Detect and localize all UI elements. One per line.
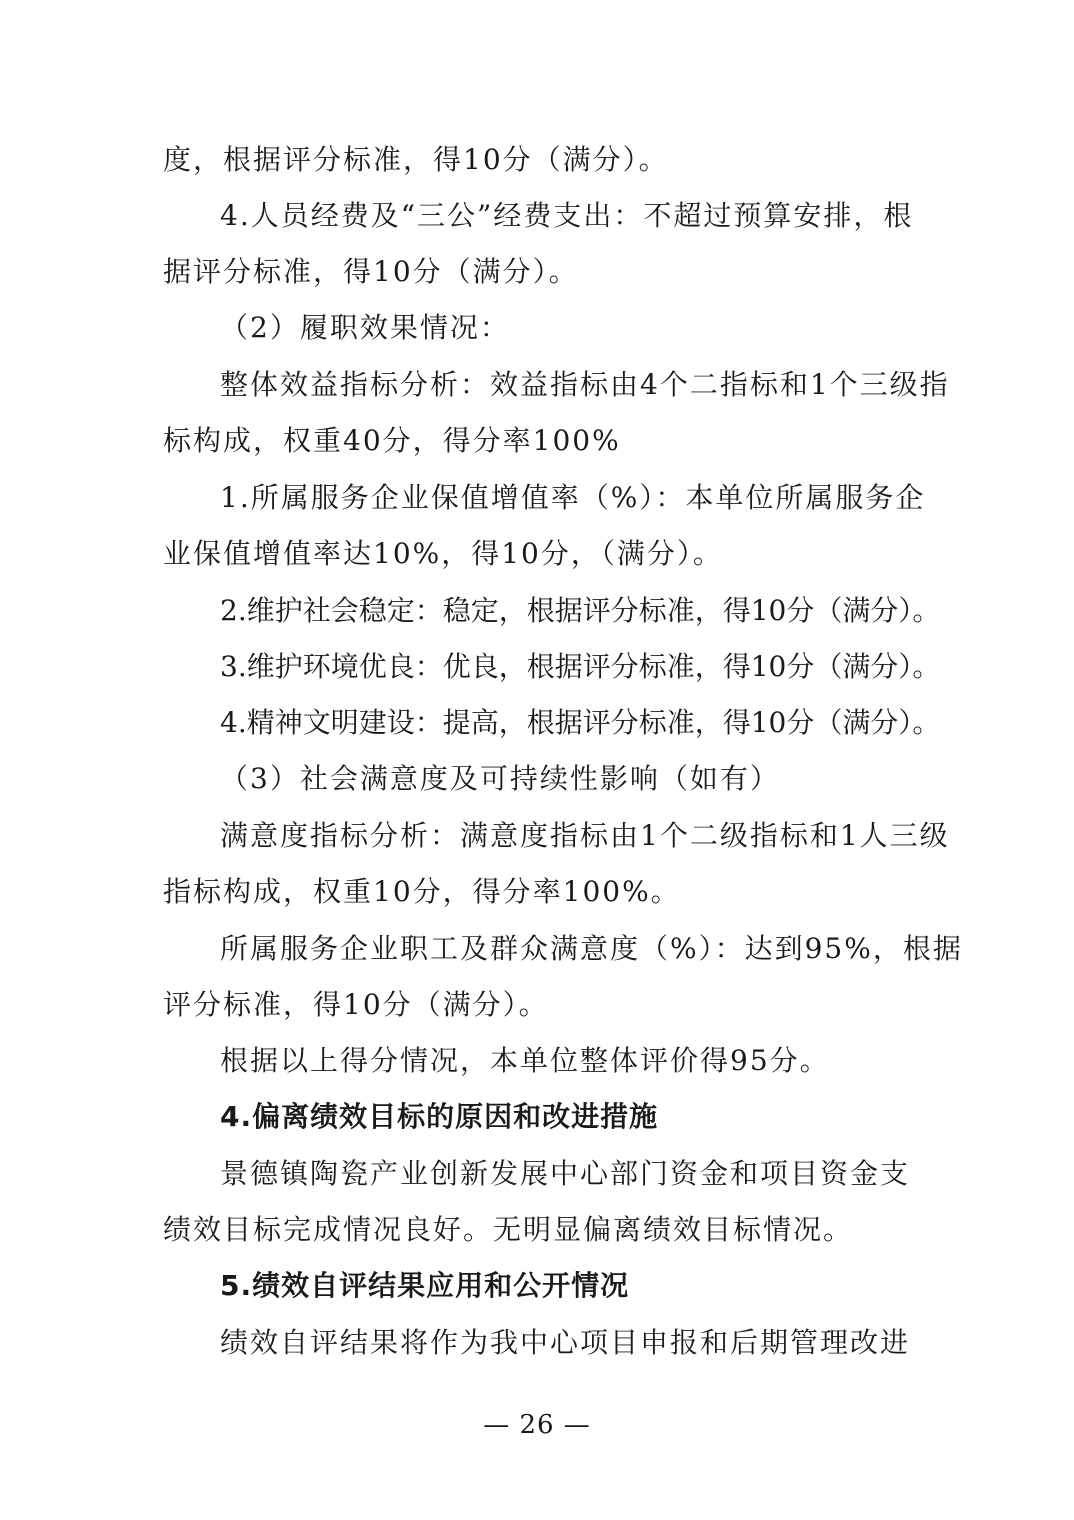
body-text-line: 度，根据评分标准，得10分（满分）。 [163,143,669,176]
body-text-line: 整体效益指标分析：效益指标由4个二指标和1个三级指 [220,368,950,401]
body-text-line: 1.所属服务企业保值增值率（%）：本单位所属服务企 [220,481,926,514]
body-text-line: 所属服务企业职工及群众满意度（%）：达到95%，根据 [220,932,963,965]
body-text-line: 标构成，权重40分，得分率100% [163,424,621,457]
section-heading: 5.绩效自评结果应用和公开情况 [220,1269,630,1302]
body-text-line: 4.精神文明建设：提高，根据评分标准，得10分（满分）。 [220,706,941,739]
section-heading: 4.偏离绩效目标的原因和改进措施 [220,1100,659,1133]
body-text-line: 景德镇陶瓷产业创新发展中心部门资金和项目资金支 [220,1157,911,1190]
body-text-line: 绩效自评结果将作为我中心项目申报和后期管理改进 [220,1326,911,1359]
body-text-line: 业保值增值率达10%，得10分，（满分）。 [163,537,723,570]
body-text-line: 2.维护社会稳定：稳定，根据评分标准，得10分（满分）。 [220,594,941,627]
body-text-line: 3.维护环境优良：优良，根据评分标准，得10分（满分）。 [220,650,941,683]
body-text-line: 绩效目标完成情况良好。无明显偏离绩效目标情况。 [163,1213,854,1246]
section-subheading: （2）履职效果情况： [220,311,510,344]
body-text-line: 评分标准，得10分（满分）。 [163,988,549,1021]
body-text-line: 满意度指标分析：满意度指标由1个二级指标和1人三级 [220,819,950,852]
section-subheading: （3）社会满意度及可持续性影响（如有） [220,762,780,795]
body-text-line: 据评分标准，得10分（满分）。 [163,255,579,288]
body-text-line: 4.人员经费及“三公”经费支出：不超过预算安排，根 [220,199,914,232]
page-number: — 26 — [483,1410,591,1440]
body-text-line: 指标构成，权重10分，得分率100%。 [163,875,681,908]
body-text-line: 根据以上得分情况，本单位整体评价得95分。 [220,1044,830,1077]
